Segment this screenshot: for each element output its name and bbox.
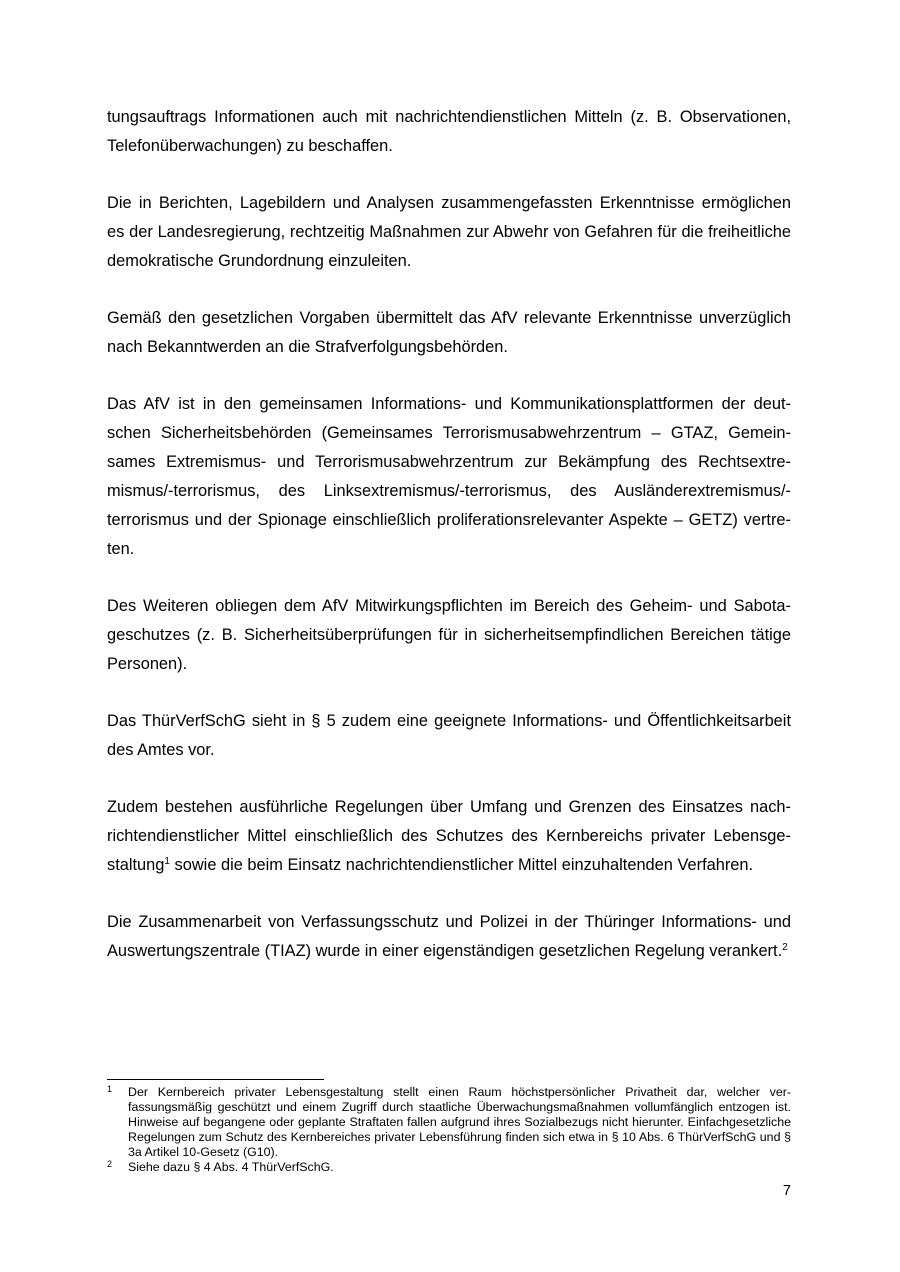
footnote-number: 1: [107, 1084, 113, 1094]
footnote-1: [107, 1085, 791, 1160]
paragraph-7-text-end: sowie die beim Einsatz nachrichtendienstlicher Mittel einzuhaltenden Verfahren.: [169, 856, 754, 874]
footnote-text: Der Kernbereich privater Lebensgestaltung stellt einen Raum höchstpersönlicher Privatheit dar, welcher verfassungsmäßig geschützt und einem Zugriff durch staatliche Überwachungsmaßnahmen vollumfänglich entzogen ist. Hinweise auf begangene oder geplante Straftaten fallen aufgrund ihres Sozialbezugs nicht hierunter. Einfachgesetzliche Regelungen zum Schutz des Kernbereiches privater Lebensführung finden sich etwa in § 10 Abs. 6 ThürVerfSchG und § 3a Artikel 10-Gesetz (G10).: [128, 1085, 791, 1159]
footnote-number: 2: [107, 1159, 113, 1169]
footnote-text: Siehe dazu § 4 Abs. 4 ThürVerfSchG.: [128, 1160, 334, 1174]
page-number: 7: [782, 1183, 791, 1199]
paragraph-4: Das AfV ist in den gemeinsamen Informations- und Kommunikationsplattformen der deutschen Sicherheitsbehörden (Gemeinsames Terrorismusabwehrzentrum – GTAZ, Gemeinsames Extremismus- und Terrorismusabwehrzentrum zur Bekämpfung des Rechtsextremismus/-terrorismus, des Linksextremismus/-terrorismus, des Ausländerextremismus/-terrorismus und der Spionage einschließlich proliferationsrelevanter Aspekte – GETZ) vertreten.: [107, 395, 791, 558]
body-text: [107, 103, 791, 994]
footnote-separator: [107, 1079, 324, 1080]
paragraph-7-text: Zudem bestehen ausführliche Regelungen über Umfang und Grenzen des Einsatzes nachrichtendienstlicher Mittel einschließlich des Schutzes des Kernbereichs privater Lebensgestaltung: [107, 798, 791, 874]
paragraph-5: Des Weiteren obliegen dem AfV Mitwirkungspflichten im Bereich des Geheim- und Sabotageschutzes (z. B. Sicherheitsüberprüfungen für in sicherheitsempfindlichen Bereichen tätige Personen).: [107, 597, 791, 673]
paragraph-8-text: Die Zusammenarbeit von Verfassungsschutz und Polizei in der Thüringer Informations- und Auswertungszentrale (TIAZ) wurde in einer eigenständigen gesetzlichen Regelung verankert.: [107, 913, 791, 960]
paragraph-1: tungsauftrags Informationen auch mit nachrichtendienstlichen Mitteln (z. B. Observationen, Telefonüberwachungen) zu beschaffen.: [107, 108, 791, 155]
footnote-ref-1[interactable]: 1: [164, 856, 170, 867]
paragraph-3: Gemäß den gesetzlichen Vorgaben übermittelt das AfV relevante Erkenntnisse unverzüglich nach Bekanntwerden an die Strafverfolgungsbehörden.: [107, 309, 791, 356]
paragraph-7: [107, 793, 791, 880]
footnotes: [107, 1085, 791, 1175]
footnote-ref-2[interactable]: 2: [782, 942, 788, 953]
paragraph-8: [107, 908, 791, 966]
paragraph-2: Die in Berichten, Lagebildern und Analysen zusammengefassten Erkenntnisse ermöglichen es der Landesregierung, rechtzeitig Maßnahmen zur Abwehr von Gefahren für die freiheitliche demokratische Grundordnung einzuleiten.: [107, 194, 791, 270]
footnote-2: [107, 1160, 791, 1175]
paragraph-6: Das ThürVerfSchG sieht in § 5 zudem eine geeignete Informations- und Öffentlichkeitsarbeit des Amtes vor.: [107, 712, 791, 759]
